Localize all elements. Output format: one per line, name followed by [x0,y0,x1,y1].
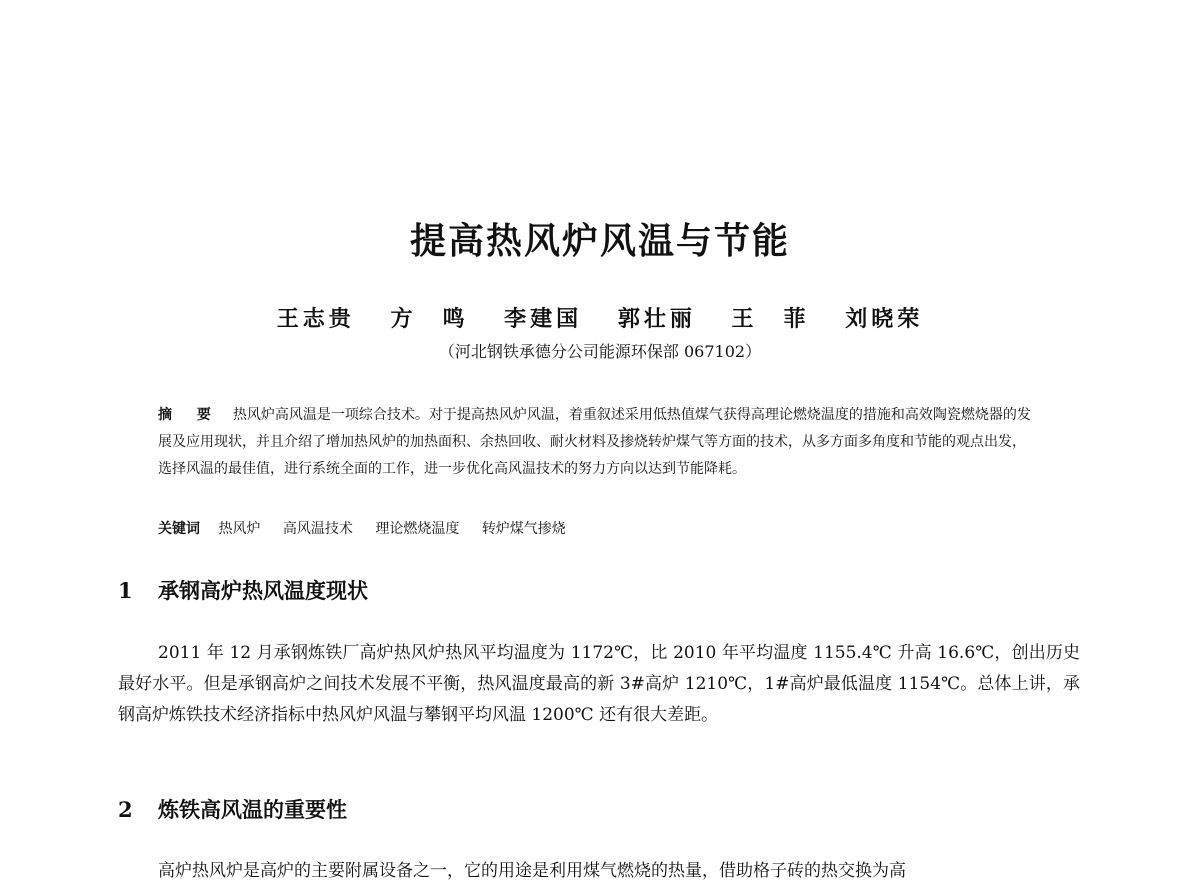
section-number: 2 [118,797,133,822]
keyword: 转炉煤气掺烧 [481,521,566,537]
section-heading [118,795,347,825]
author-name: 郭壮丽 [617,306,696,332]
section-number: 1 [118,578,133,603]
keyword: 高风温技术 [282,521,353,537]
author-name: 方 鸣 [390,306,469,332]
body-paragraph: 高炉热风炉是高炉的主要附属设备之一，它的用途是利用煤气燃烧的热量，借助格子砖的热交换为高 [158,861,906,881]
abstract-text: 热风炉高风温是一项综合技术。对于提高热风炉风温，着重叙述采用低热值煤气获得高理论燃烧温度的措施和高效陶瓷燃烧器的发展及应用现状，并且介绍了增加热风炉的加热面积、余热回收、耐火材料及掺烧转炉煤气等方面的技术，从多方面多角度和节能的观点出发，选择风温的最佳值，进行系统全面的工作，进一步优化高风温技术的努力方向以达到节能降耗。 [158,407,1031,477]
author-affiliation: （河北钢铁承德分公司能源环保部 067102） [438,342,762,361]
abstract [158,402,1038,483]
author-name: 王 菲 [731,306,810,332]
author-name: 刘晓荣 [845,306,924,332]
author-name: 李建国 [504,306,583,332]
author-name: 王志贵 [276,306,355,332]
section-heading [118,576,368,606]
keyword: 热风炉 [218,521,261,537]
section-title: 承钢高炉热风温度现状 [158,579,368,603]
keywords [158,517,1038,541]
body-paragraph: 2011 年 12 月承钢炼铁厂高炉热风炉热风平均温度为 1172℃，比 2010 年平均温度 1155.4℃ 升高 16.6℃，创出历史最好水平。但是承钢高炉之间技术发展不平衡，热风温度最高的新 3#高炉 1210℃，1#高炉最低温度 1154℃。总体上讲，承钢高炉炼铁技术经济指标中热风炉风温与攀钢平均风温 1200℃ 还有很大差距。 [118,643,1080,725]
keyword: 理论燃烧温度 [375,521,460,537]
abstract-label: 摘 要 [158,407,221,423]
keywords-label: 关键词 [158,521,200,537]
paper-title: 提高热风炉风温与节能 [409,221,790,262]
author-list [0,304,1200,334]
section-title: 炼铁高风温的重要性 [158,798,347,822]
